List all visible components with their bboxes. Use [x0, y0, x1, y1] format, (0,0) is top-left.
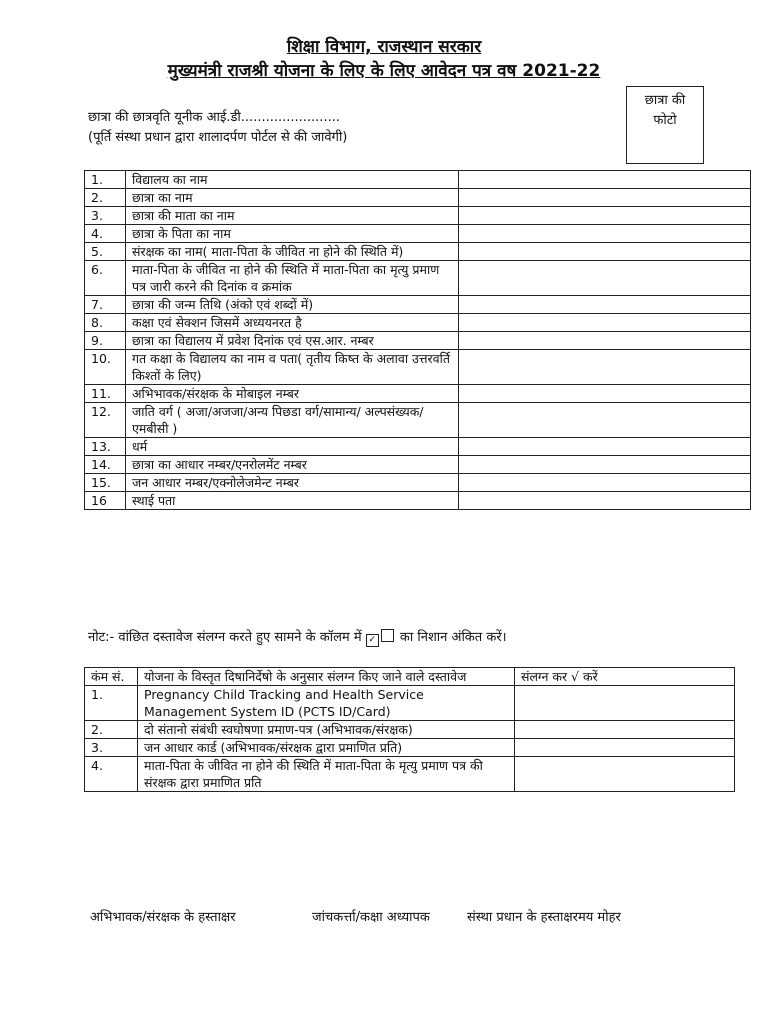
info-row-label: छात्रा का नाम [126, 189, 459, 207]
document-row-number: 3. [85, 739, 138, 757]
info-row-value[interactable] [459, 243, 751, 261]
info-row-number: 12. [85, 403, 126, 438]
document-row-check[interactable] [515, 686, 735, 721]
student-uid-line: छात्रा की छात्रवृति यूनीक आई.डी........................ [88, 110, 340, 125]
info-row-label: विद्यालय का नाम [126, 171, 459, 189]
document-row-label: दो संतानो संबंधी स्वघोषणा प्रमाण-पत्र (अभिभावक/संरक्षक) [138, 721, 515, 739]
info-row-value[interactable] [459, 385, 751, 403]
info-row-value[interactable] [459, 314, 751, 332]
info-row-number: 5. [85, 243, 126, 261]
info-row [85, 332, 751, 350]
info-row-label: गत कक्षा के विद्यालय का नाम व पता( तृतीय किष्त के अलावा उत्तरवर्ति किश्तों के लिए) [126, 350, 459, 385]
info-row-label: स्थाई पता [126, 492, 459, 510]
info-row-label: अभिभावक/संरक्षक के मोबाइल नम्बर [126, 385, 459, 403]
info-row-number: 14. [85, 456, 126, 474]
info-row-number: 9. [85, 332, 126, 350]
info-row-number: 11. [85, 385, 126, 403]
documents-header-row [85, 668, 735, 686]
info-row-label: जन आधार नम्बर/एक्नोलेजमेन्ट नम्बर [126, 474, 459, 492]
info-row [85, 350, 751, 385]
checkbox-icon: ✓ [366, 634, 379, 647]
header-serial: कंम सं. [85, 668, 138, 686]
note-after: का निशान अंकित करें। [399, 630, 507, 645]
info-row-value[interactable] [459, 171, 751, 189]
info-row-number: 13. [85, 438, 126, 456]
info-row-label: छात्रा का विद्यालय में प्रवेश दिनांक एवं एस.आर. नम्बर [126, 332, 459, 350]
info-row-value[interactable] [459, 332, 751, 350]
form-title: मुख्यमंत्री राजश्री योजना के लिए के लिए आवेदन पत्र वष 2021-22 [167, 61, 601, 81]
info-row-number: 6. [85, 261, 126, 296]
info-row-value[interactable] [459, 456, 751, 474]
head-seal-label: संस्था प्रधान के हस्ताक्षरमय मोहर [467, 910, 621, 925]
student-photo-box [626, 86, 704, 164]
document-row [85, 686, 735, 721]
info-row-number: 2. [85, 189, 126, 207]
info-row-number: 1. [85, 171, 126, 189]
document-row-number: 1. [85, 686, 138, 721]
document-row-check[interactable] [515, 721, 735, 739]
info-row [85, 225, 751, 243]
document-row [85, 721, 735, 739]
info-row [85, 474, 751, 492]
info-row-number: 8. [85, 314, 126, 332]
info-row-label: छात्रा का आधार नम्बर/एनरोलमेंट नम्बर [126, 456, 459, 474]
document-row-label: Pregnancy Child Tracking and Health Service Management System ID (PCTS ID/Card) [138, 686, 515, 721]
documents-table [84, 667, 735, 792]
info-row-value[interactable] [459, 296, 751, 314]
info-row-value[interactable] [459, 261, 751, 296]
info-row-value[interactable] [459, 189, 751, 207]
info-row [85, 438, 751, 456]
info-row [85, 456, 751, 474]
info-row-number: 4. [85, 225, 126, 243]
info-row-value[interactable] [459, 474, 751, 492]
guardian-signature-label: अभिभावक/संरक्षक के हस्ताक्षर [90, 910, 236, 925]
info-row-label: जाति वर्ग ( अजा/अजजा/अन्य पिछडा वर्ग/सामान्य/ अल्पसंख्यक/एमबीसी ) [126, 403, 459, 438]
student-uid-note: (पूर्ति संस्था प्रधान द्वारा शालादर्पण पोर्टल से की जावेगी) [88, 130, 348, 145]
info-row-label: छात्रा की माता का नाम [126, 207, 459, 225]
info-row-value[interactable] [459, 350, 751, 385]
info-row-label: संरक्षक का नाम( माता-पिता के जीवित ना होने की स्थिति में) [126, 243, 459, 261]
examiner-signature-label: जांचकर्त्ता/कक्षा अध्यापक [312, 910, 430, 925]
photo-box-label-1: छात्रा की [644, 93, 686, 108]
department-title: शिक्षा विभाग, राजस्थान सरकार [286, 37, 482, 57]
info-row [85, 171, 751, 189]
document-row-number: 2. [85, 721, 138, 739]
info-row [85, 492, 751, 510]
header-document: योजना के विस्तृत दिषानिर्देषो के अनुसार संलग्न किए जाने वाले दस्तावेज [138, 668, 515, 686]
note-text [88, 628, 507, 648]
info-row [85, 403, 751, 438]
header-attached: संलग्न कर √ करें [515, 668, 735, 686]
info-row-number: 7. [85, 296, 126, 314]
document-row-check[interactable] [515, 739, 735, 757]
info-row-value[interactable] [459, 403, 751, 438]
info-row [85, 296, 751, 314]
info-row-number: 3. [85, 207, 126, 225]
info-row [85, 207, 751, 225]
student-info-table [84, 170, 751, 510]
info-row-label: कक्षा एवं सेक्शन जिसमें अध्ययनरत है [126, 314, 459, 332]
info-row [85, 385, 751, 403]
info-row-label: धर्म [126, 438, 459, 456]
info-row-value[interactable] [459, 225, 751, 243]
empty-checkbox-icon [381, 629, 394, 642]
info-row [85, 314, 751, 332]
info-row-label: माता-पिता के जीवित ना होने की स्थिति में माता-पिता का मृत्यु प्रमाण पत्र जारी करने की दिनांक व क्रमांक [126, 261, 459, 296]
info-row-label: छात्रा के पिता का नाम [126, 225, 459, 243]
info-row-label: छात्रा की जन्म तिथि (अंको एवं शब्दों में) [126, 296, 459, 314]
document-row [85, 739, 735, 757]
document-row-label: जन आधार कार्ड (अभिभावक/संरक्षक द्वारा प्रमाणित प्रति) [138, 739, 515, 757]
info-row [85, 189, 751, 207]
document-row-label: माता-पिता के जीवित ना होने की स्थिति में माता-पिता के मृत्यु प्रमाण पत्र की संरक्षक द्वारा प्रमाणित प्रति [138, 757, 515, 792]
document-row-number: 4. [85, 757, 138, 792]
info-row [85, 261, 751, 296]
info-row-value[interactable] [459, 438, 751, 456]
document-row-check[interactable] [515, 757, 735, 792]
document-row [85, 757, 735, 792]
photo-box-label-2: फोटो [653, 113, 677, 128]
info-row-value[interactable] [459, 492, 751, 510]
note-before: नोट:- वांछित दस्तावेज संलग्न करते हुए सामने के कॉलम में [88, 630, 362, 645]
info-row [85, 243, 751, 261]
info-row-number: 10. [85, 350, 126, 385]
info-row-value[interactable] [459, 207, 751, 225]
info-row-number: 15. [85, 474, 126, 492]
info-row-number: 16 [85, 492, 126, 510]
student-uid-section [88, 108, 347, 148]
